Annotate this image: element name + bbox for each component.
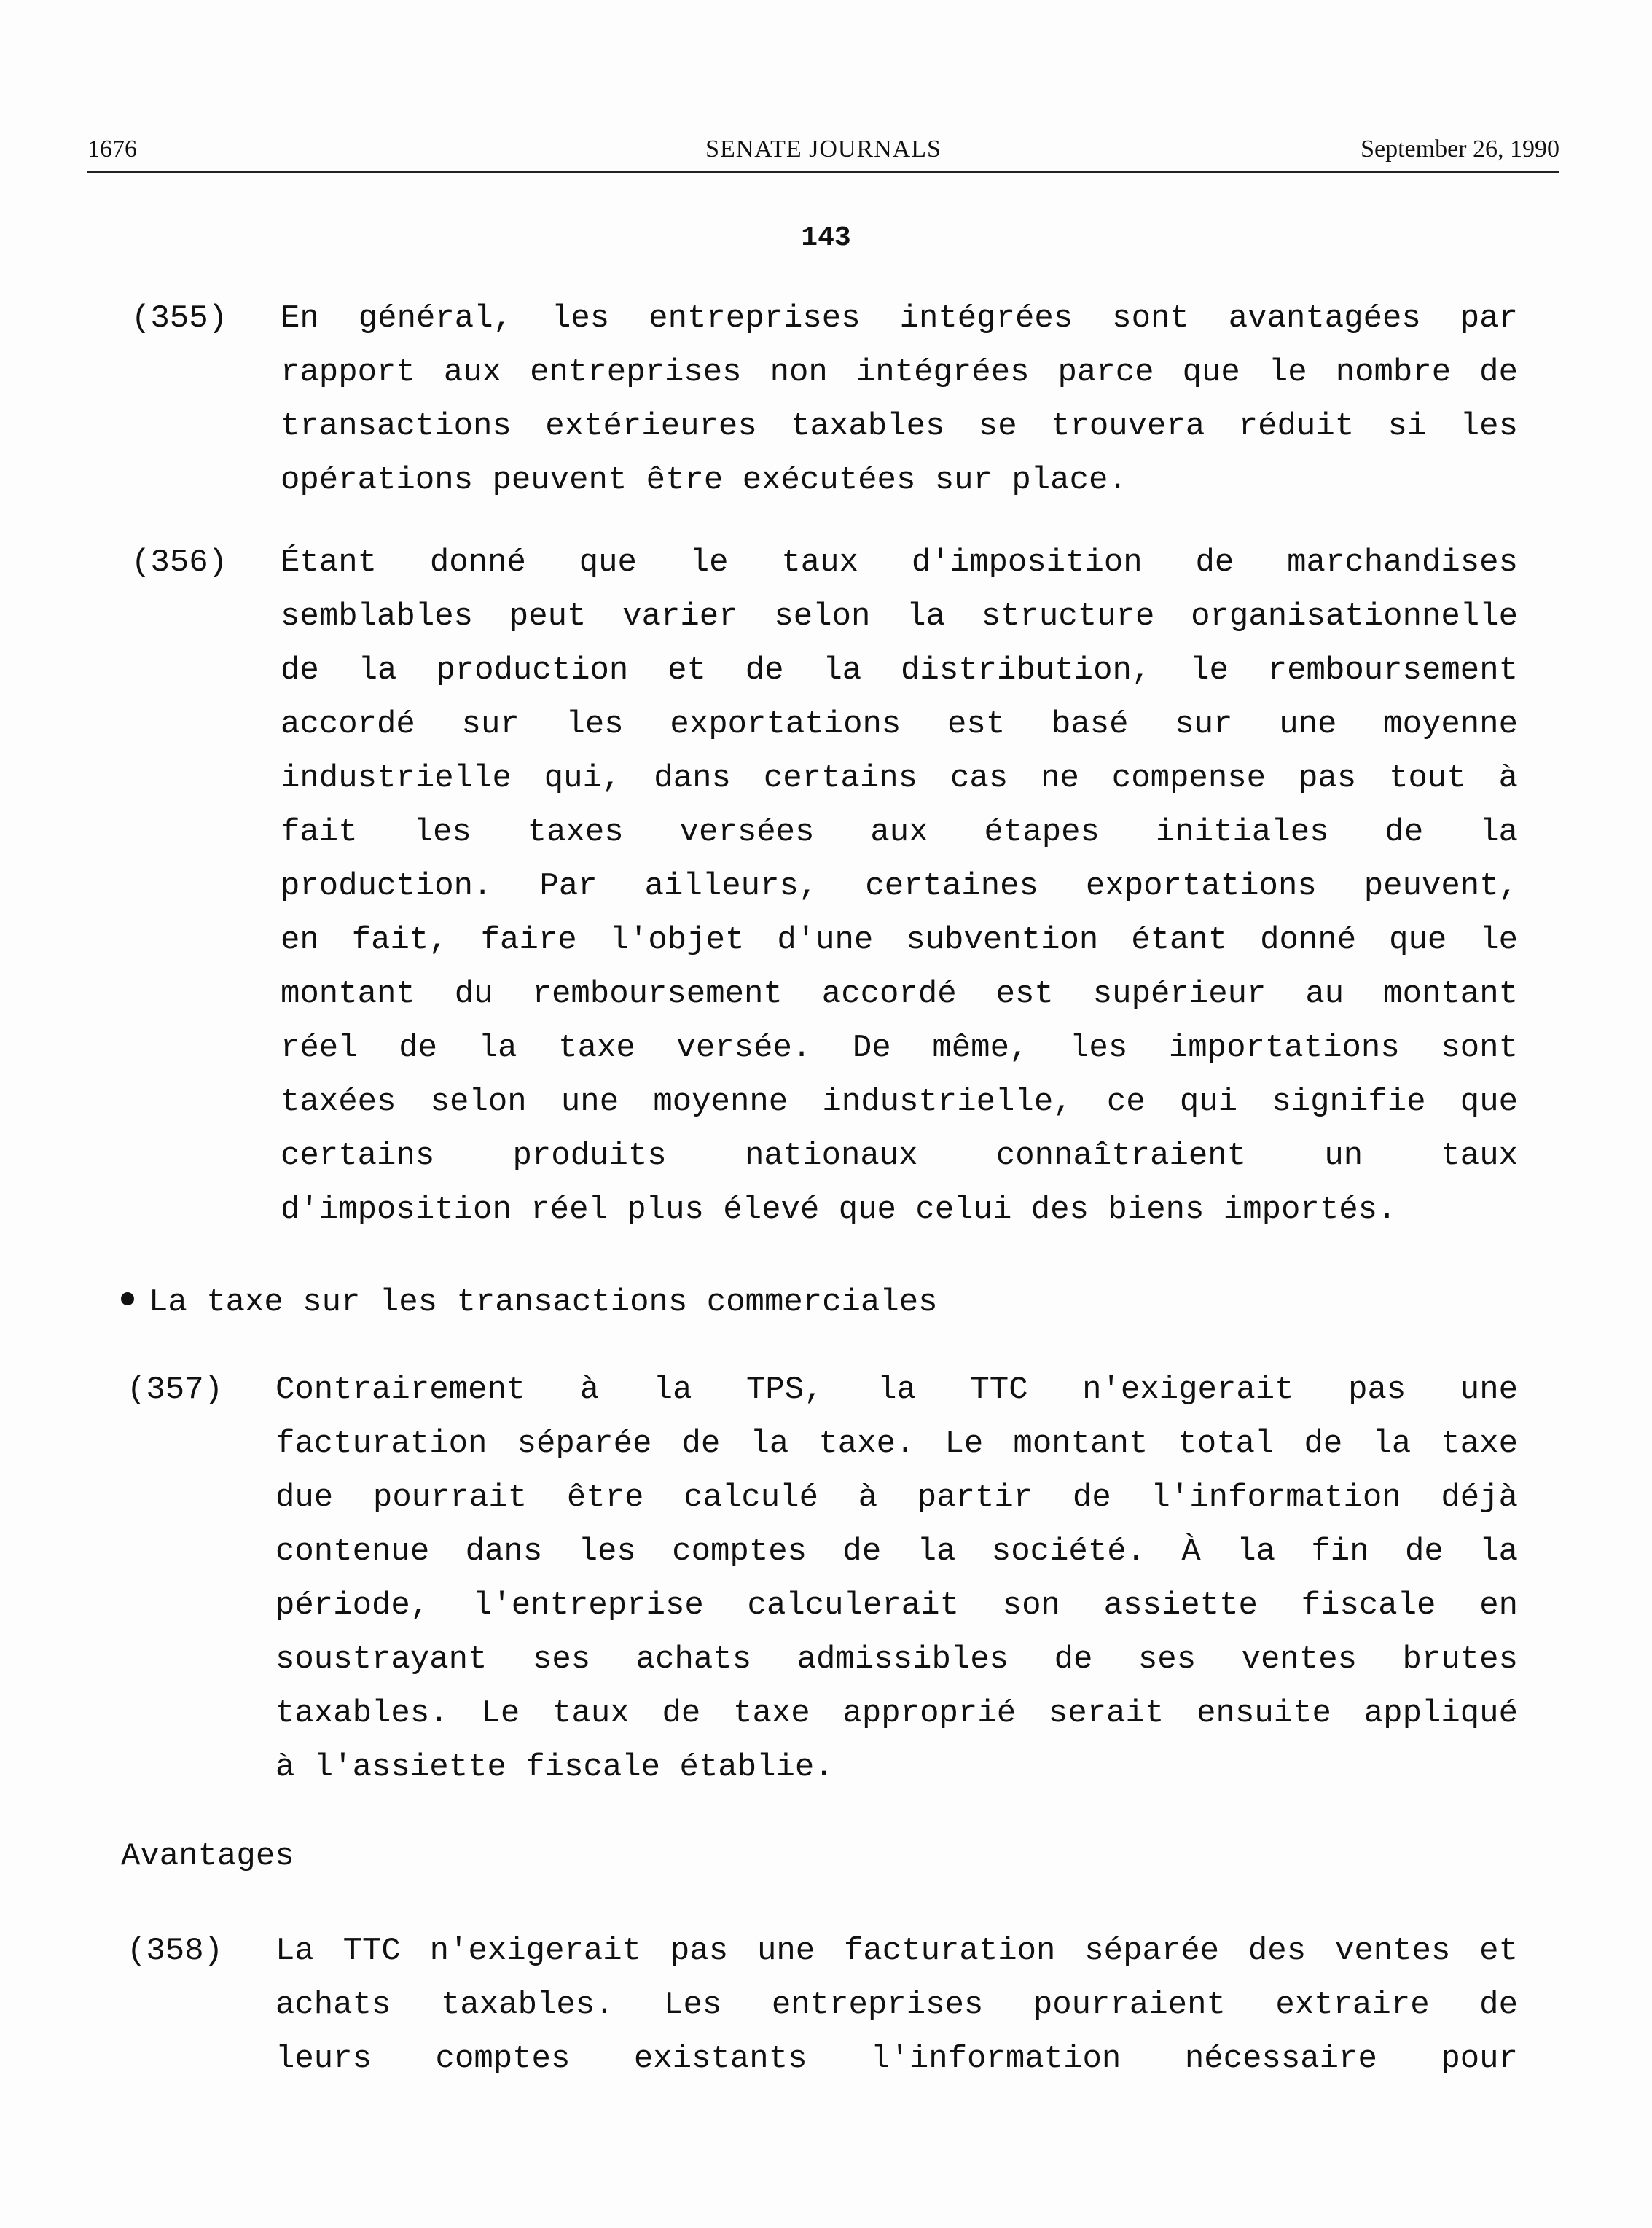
text-line: accordé sur les exportations est basé sur une moyenne <box>281 706 1518 743</box>
text-line: achats taxables. Les entreprises pourraient extraire de <box>275 1987 1518 2023</box>
text-line: à l'assiette fiscale établie. <box>275 1749 834 1786</box>
header-page-number: 1676 <box>87 136 137 163</box>
text-line: transactions extérieures taxables se trouvera réduit si les <box>281 408 1518 445</box>
text-line: due pourrait être calculé à partir de l'information déjà <box>275 1480 1518 1516</box>
text-line: fait les taxes versées aux étapes initiales de la <box>281 814 1518 851</box>
text-line: En général, les entreprises intégrées sont avantagées par <box>281 300 1518 337</box>
header-date: September 26, 1990 <box>1361 136 1559 163</box>
text-line: leurs comptes existants l'information nécessaire pour <box>275 2041 1518 2077</box>
text-line: Contrairement à la TPS, la TTC n'exigerait pas une <box>275 1372 1518 1408</box>
section-page-number: 143 <box>801 222 851 254</box>
paragraph-number: (355) <box>131 300 228 337</box>
text-line: certains produits nationaux connaîtraient un taux <box>281 1138 1518 1174</box>
text-line: semblables peut varier selon la structure organisationnelle <box>281 598 1518 635</box>
text-line: d'imposition réel plus élevé que celui des biens importés. <box>281 1192 1397 1228</box>
running-header <box>87 136 1559 173</box>
text-line: industrielle qui, dans certains cas ne compense pas tout à <box>281 760 1518 797</box>
text-line: période, l'entreprise calculerait son assiette fiscale en <box>275 1587 1518 1624</box>
text-line: montant du remboursement accordé est supérieur au montant <box>281 976 1518 1012</box>
text-line: La TTC n'exigerait pas une facturation séparée des ventes et <box>275 1933 1518 1969</box>
text-line: de la production et de la distribution, le remboursement <box>281 652 1518 689</box>
text-line: rapport aux entreprises non intégrées parce que le nombre de <box>281 354 1518 391</box>
text-line: production. Par ailleurs, certaines exportations peuvent, <box>281 868 1518 904</box>
bullet-heading <box>121 1275 938 1329</box>
bullet-heading-text: La taxe sur les transactions commerciales <box>149 1284 938 1321</box>
paragraph-text <box>281 292 1518 507</box>
text-line: taxées selon une moyenne industrielle, ce qui signifie que <box>281 1084 1518 1120</box>
paragraph-text <box>275 1924 1518 2086</box>
text-line: contenue dans les comptes de la société. À la fin de la <box>275 1533 1518 1570</box>
section-heading: Avantages <box>121 1838 294 1875</box>
text-line: soustrayant ses achats admissibles de ses ventes brutes <box>275 1641 1518 1678</box>
paragraph-number: (356) <box>131 544 228 581</box>
bullet-icon <box>121 1292 134 1305</box>
text-line: Étant donné que le taux d'imposition de marchandises <box>281 544 1518 581</box>
text-line: opérations peuvent être exécutées sur place. <box>281 462 1127 499</box>
header-journal-title: SENATE JOURNALS <box>705 136 942 163</box>
text-line: taxables. Le taux de taxe approprié serait ensuite appliqué <box>275 1695 1518 1732</box>
paragraph-number: (358) <box>127 1933 224 1969</box>
text-line: réel de la taxe versée. De même, les importations sont <box>281 1030 1518 1066</box>
paragraph-number: (357) <box>127 1372 224 1408</box>
paragraph-text <box>281 536 1518 1237</box>
text-line: en fait, faire l'objet d'une subvention étant donné que le <box>281 922 1518 958</box>
header-rule <box>87 171 1559 173</box>
paragraph-text <box>275 1363 1518 1794</box>
text-line: facturation séparée de la taxe. Le montant total de la taxe <box>275 1426 1518 1462</box>
